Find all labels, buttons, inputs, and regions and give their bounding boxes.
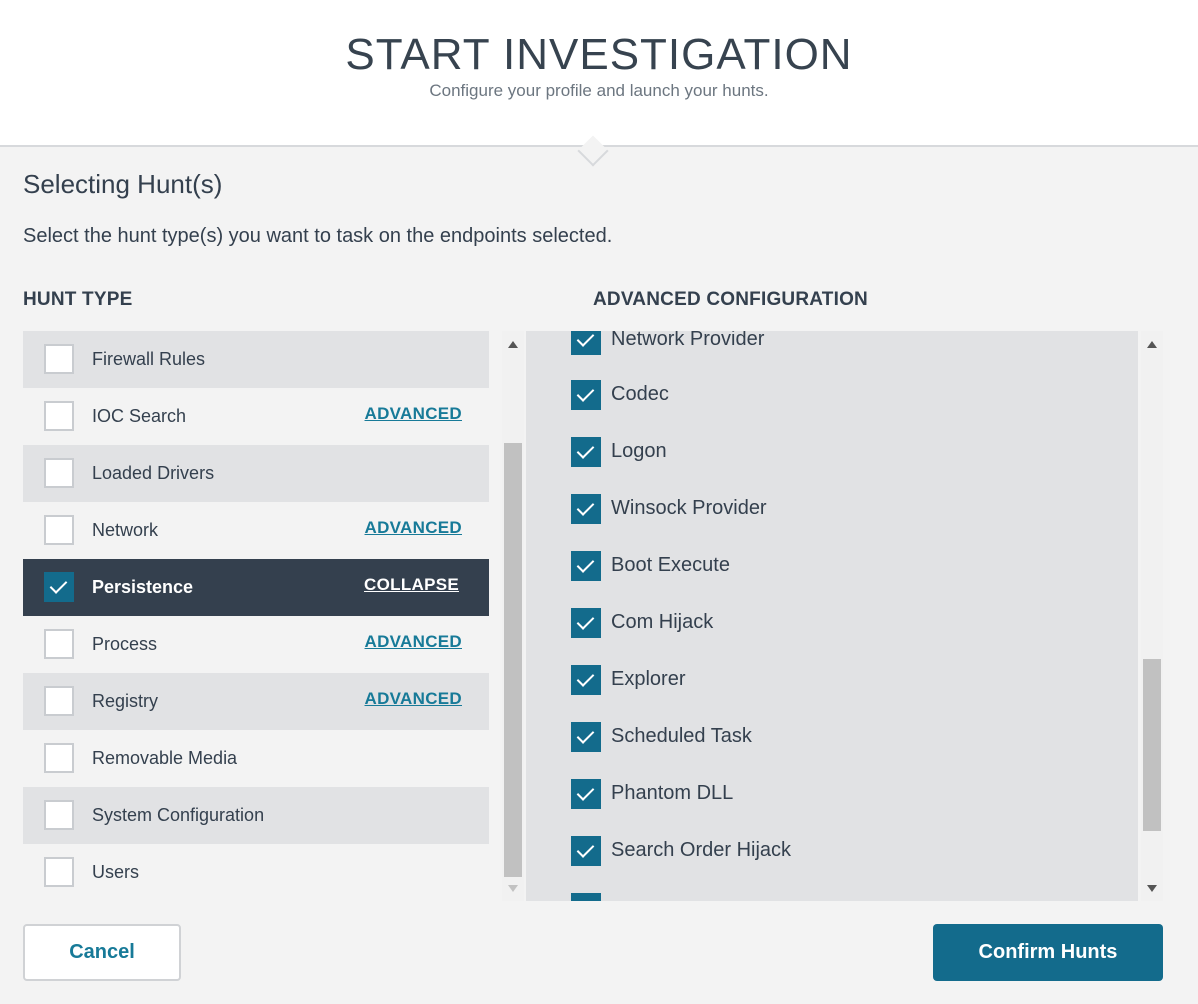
hunt-row-system-configuration[interactable]	[23, 787, 489, 844]
hunt-row-process[interactable]	[23, 616, 489, 673]
hunt-label: Process	[92, 634, 158, 654]
config-label: Winsock Provider	[611, 497, 767, 519]
hunt-list-scrollbar[interactable]	[502, 331, 524, 901]
config-checkbox[interactable]	[571, 551, 601, 581]
scrollbar-thumb[interactable]	[504, 443, 522, 877]
hunt-row-removable-media[interactable]	[23, 730, 489, 787]
hunt-label: Removable Media	[92, 748, 238, 768]
advanced-configuration-heading: ADVANCED CONFIGURATION	[593, 289, 868, 310]
advanced-link[interactable]: ADVANCED	[364, 689, 462, 708]
advanced-configuration-panel	[526, 331, 1138, 901]
hunt-row-registry[interactable]	[23, 673, 489, 730]
hunt-label: Registry	[92, 691, 159, 711]
config-label: Phantom DLL	[611, 782, 734, 804]
config-label: Explorer	[611, 668, 686, 690]
hunt-type-list	[23, 331, 489, 901]
hunt-row-loaded-drivers[interactable]	[23, 445, 489, 502]
config-label: Com Hijack	[611, 611, 714, 633]
hunt-checkbox[interactable]	[44, 629, 74, 659]
config-checkbox[interactable]	[571, 779, 601, 809]
config-panel-scrollbar[interactable]	[1141, 331, 1163, 901]
config-checkbox[interactable]	[571, 722, 601, 752]
advanced-link[interactable]: ADVANCED	[364, 404, 462, 423]
page-title: START INVESTIGATION	[345, 30, 853, 79]
cancel-button[interactable]: Cancel	[23, 924, 181, 981]
hunt-label: Users	[92, 862, 140, 882]
hunt-label: Persistence	[92, 577, 194, 597]
hunt-label: Firewall Rules	[92, 349, 206, 369]
hunt-checkbox[interactable]	[44, 800, 74, 830]
advanced-link[interactable]: ADVANCED	[364, 518, 462, 537]
config-checkbox[interactable]	[571, 608, 601, 638]
scroll-up-arrow-icon[interactable]	[508, 341, 518, 348]
advanced-link[interactable]: ADVANCED	[364, 632, 462, 651]
config-checkbox[interactable]	[571, 331, 601, 355]
hunt-row-ioc-search[interactable]	[23, 388, 489, 445]
hunt-row-network[interactable]	[23, 502, 489, 559]
config-label: Network Provider	[611, 331, 765, 350]
config-label: Search Order Hijack	[611, 839, 792, 861]
hunt-row-firewall-rules[interactable]	[23, 331, 489, 388]
hunt-row-users[interactable]	[23, 844, 489, 901]
hunt-label: IOC Search	[92, 406, 187, 426]
hunt-checkbox[interactable]	[44, 515, 74, 545]
scroll-down-arrow-icon[interactable]	[1147, 885, 1157, 892]
scroll-down-arrow-icon[interactable]	[508, 885, 518, 892]
config-checkbox[interactable]	[571, 836, 601, 866]
hunt-checkbox[interactable]	[44, 743, 74, 773]
hunt-checkbox[interactable]	[44, 857, 74, 887]
hunt-type-heading: HUNT TYPE	[23, 289, 133, 310]
collapse-link[interactable]: COLLAPSE	[364, 575, 459, 594]
page-subtitle: Configure your profile and launch your hunts.	[429, 81, 769, 100]
config-checkbox[interactable]	[571, 494, 601, 524]
config-label: Boot Execute	[611, 554, 730, 576]
hunt-row-persistence[interactable]	[23, 559, 489, 616]
page-header	[0, 0, 1198, 147]
config-checkbox[interactable]	[571, 437, 601, 467]
hunt-checkbox[interactable]	[44, 344, 74, 374]
hunt-label: Network	[92, 520, 159, 540]
config-checkbox[interactable]	[571, 665, 601, 695]
hunt-checkbox[interactable]	[44, 401, 74, 431]
scrollbar-thumb[interactable]	[1143, 659, 1161, 831]
scroll-up-arrow-icon[interactable]	[1147, 341, 1157, 348]
config-checkbox[interactable]	[571, 893, 601, 901]
section-instruction: Select the hunt type(s) you want to task on the endpoints selected.	[23, 225, 613, 247]
config-label: Logon	[611, 440, 667, 462]
hunt-checkbox[interactable]	[44, 458, 74, 488]
hunt-label: Loaded Drivers	[92, 463, 215, 483]
section-title: Selecting Hunt(s)	[23, 169, 223, 199]
config-checkbox[interactable]	[571, 380, 601, 410]
config-label: Codec	[611, 383, 669, 405]
hunt-label: System Configuration	[92, 805, 265, 825]
hunt-checkbox[interactable]	[44, 686, 74, 716]
config-label: Scheduled Task	[611, 725, 752, 747]
confirm-hunts-button[interactable]: Confirm Hunts	[933, 924, 1163, 981]
hunt-checkbox[interactable]	[44, 572, 74, 602]
